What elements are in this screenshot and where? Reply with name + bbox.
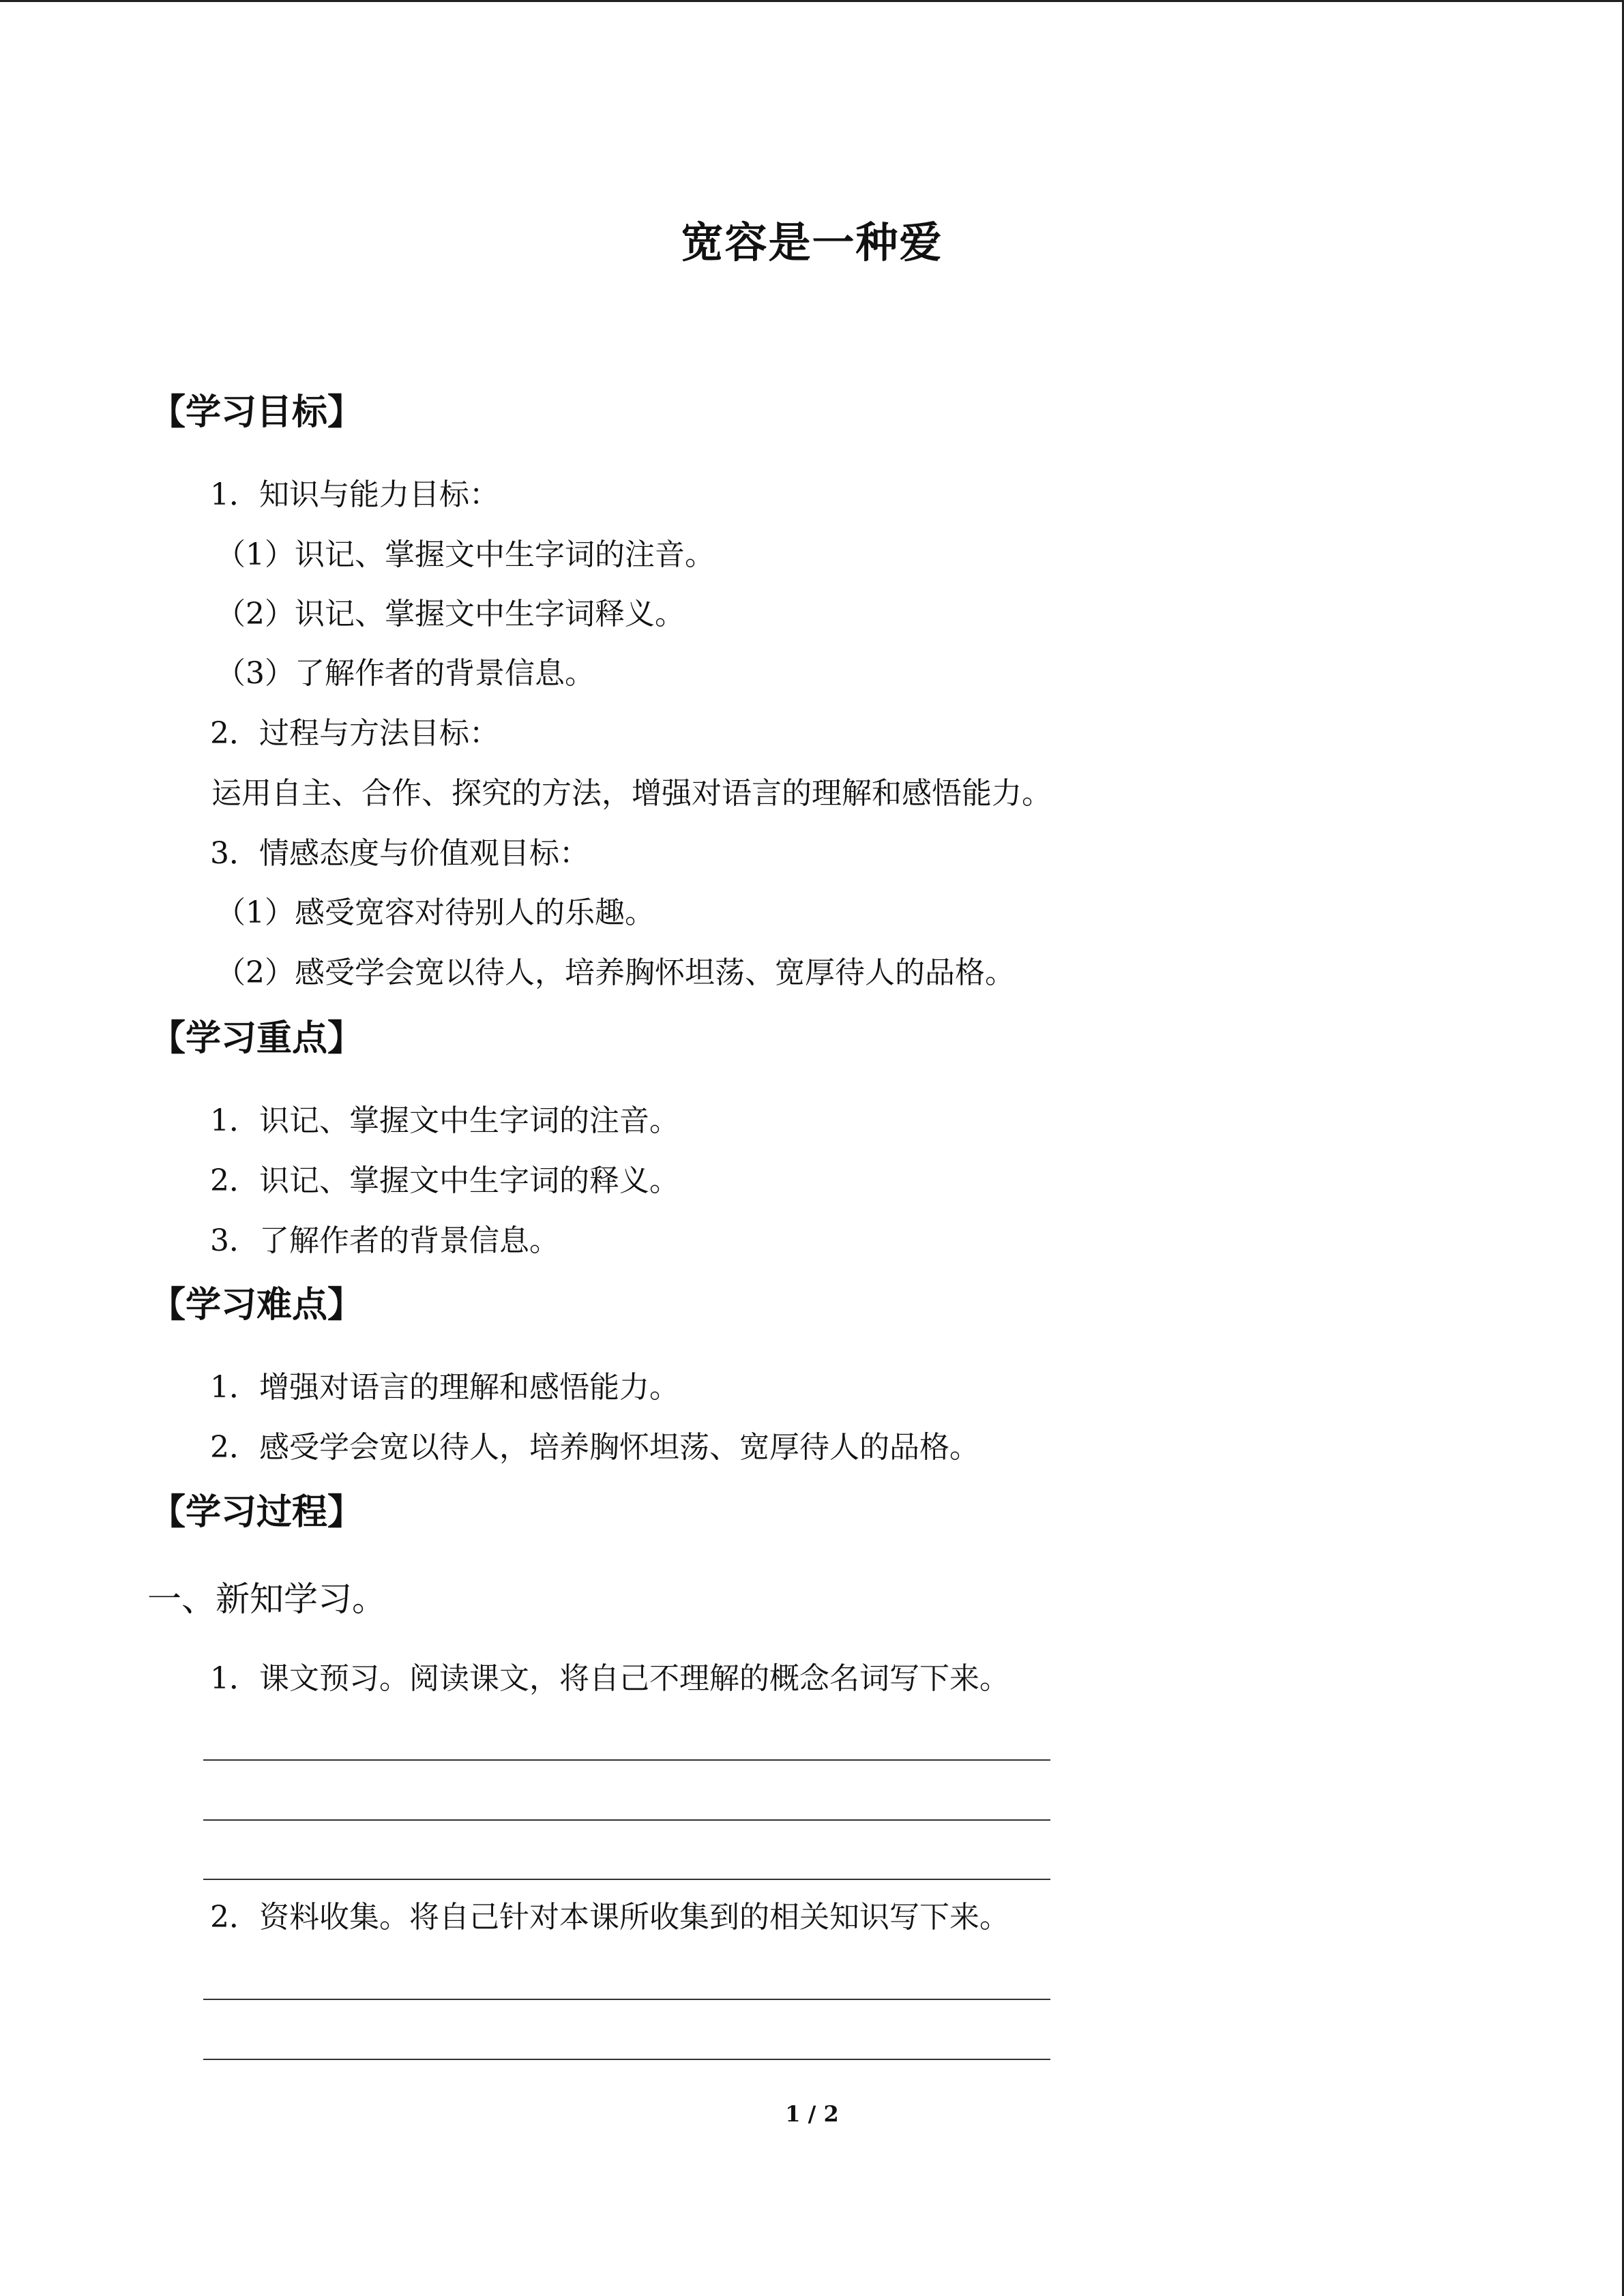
document-title: 宽容是一种爱 [681, 218, 943, 267]
objective-line: 3．情感态度与价值观目标： [210, 836, 589, 871]
objective-line: （2）感受学会宽以待人，培养胸怀坦荡、宽厚待人的品格。 [216, 955, 1015, 990]
objective-line: （2）识记、掌握文中生字词释义。 [216, 597, 685, 631]
section-heading-difficulties: 【学习难点】 [150, 1284, 364, 1326]
task-two-prompt: 2．资料收集。将自己针对本课所收集到的相关知识写下来。 [210, 1900, 1009, 1935]
difficulty-line: 1．增强对语言的理解和感悟能力。 [210, 1370, 679, 1405]
answer-line[interactable] [203, 1879, 1050, 1880]
answer-line[interactable] [203, 1999, 1050, 2000]
key-point-line: 3．了解作者的背景信息。 [210, 1223, 559, 1258]
task-one-prompt: 1．课文预习。阅读课文，将自己不理解的概念名词写下来。 [210, 1661, 1009, 1696]
answer-line[interactable] [203, 1759, 1050, 1761]
section-heading-key-points: 【学习重点】 [150, 1017, 364, 1059]
objective-line: （1）感受宽容对待别人的乐趣。 [216, 895, 655, 930]
objective-line: 运用自主、合作、探究的方法，增强对语言的理解和感悟能力。 [211, 776, 1052, 811]
section-heading-process: 【学习过程】 [150, 1491, 364, 1533]
answer-line[interactable] [203, 1819, 1050, 1821]
part-one-heading: 一、新知学习。 [147, 1579, 386, 1619]
key-point-line: 1．识记、掌握文中生字词的注音。 [210, 1103, 679, 1138]
key-point-line: 2．识记、掌握文中生字词的释义。 [210, 1163, 679, 1198]
difficulty-line: 2．感受学会宽以待人，培养胸怀坦荡、宽厚待人的品格。 [210, 1430, 979, 1465]
section-heading-objectives: 【学习目标】 [150, 391, 364, 433]
objective-line: 2．过程与方法目标： [210, 716, 499, 751]
objective-line: （1）识记、掌握文中生字词的注音。 [216, 537, 715, 572]
answer-line[interactable] [203, 2059, 1050, 2060]
page-border-top [0, 0, 1624, 2]
objective-line: 1．知识与能力目标： [210, 477, 499, 512]
page-number: 1 / 2 [785, 2101, 839, 2127]
objective-line: （3）了解作者的背景信息。 [216, 656, 595, 691]
